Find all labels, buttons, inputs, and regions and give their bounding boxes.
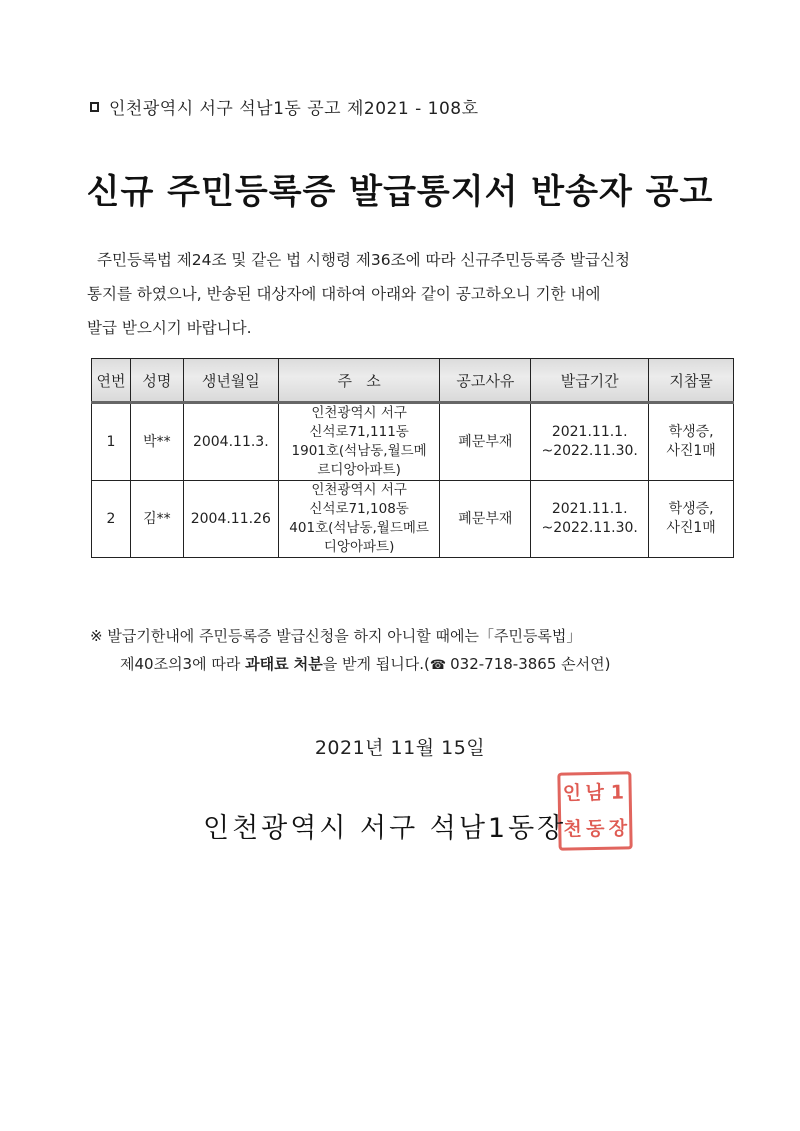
address-line: 신석로71,111동: [309, 424, 409, 440]
address-line: 디앙아파트): [323, 539, 395, 555]
cell-no: 1: [92, 403, 131, 481]
phone-icon: ☎: [429, 658, 447, 673]
square-bullet-icon: [90, 102, 99, 112]
footnote-text-2b: 을 받게 됩니다.(: [322, 655, 430, 673]
footnote-text-2a: 제40조의3에 따라: [120, 655, 246, 673]
period-end: ~2022.11.30.: [541, 520, 638, 536]
cell-birth: 2004.11.3.: [183, 403, 278, 481]
contact-phone: 032-718-3865: [450, 655, 557, 673]
seal-char: 장: [608, 817, 628, 840]
address-line: 1901호(석남동,월드메: [291, 443, 427, 459]
contact-person: 손서연): [561, 655, 611, 673]
seal-char: 남: [585, 781, 605, 805]
notice-number-text: 인천광역시 서구 석남1동 공고 제2021 - 108호: [109, 99, 479, 119]
document-title: 신규 주민등록증 발급통지서 반송자 공고: [86, 172, 714, 212]
header-no: 연번: [92, 359, 131, 403]
address-line: 인천광역시 서구: [311, 405, 407, 421]
items-line: 학생증,: [668, 501, 714, 517]
seal-char: 인: [562, 782, 582, 805]
issue-date: 2021년 11월 15일: [314, 737, 486, 759]
cell-address: [278, 481, 440, 558]
header-birth: 생년월일: [183, 359, 278, 403]
seal-char: 동: [585, 817, 605, 841]
period-end: ~2022.11.30.: [541, 443, 638, 459]
cell-name: 박**: [130, 403, 183, 481]
footnote-text-1: 발급기한내에 주민등록증 발급신청을 하지 아니할 때에는「주민등록법」: [107, 627, 582, 645]
cell-no: 2: [92, 481, 131, 558]
items-line: 사진1매: [666, 443, 716, 459]
footnote-line-1: [90, 622, 750, 650]
cell-reason: 폐문부재: [440, 403, 531, 481]
cell-reason: 폐문부재: [440, 481, 531, 558]
items-line: 사진1매: [666, 520, 716, 536]
reference-mark-icon: ※: [90, 627, 103, 645]
header-period: 발급기간: [531, 359, 649, 403]
recipients-table: [91, 358, 734, 558]
intro-line-3: 발급 받으시기 바랍니다.: [87, 319, 252, 337]
items-line: 학생증,: [668, 424, 714, 440]
official-seal-icon: [557, 771, 632, 850]
seal-char: 1: [610, 781, 625, 804]
intro-line-1: 주민등록법 제24조 및 같은 법 시행령 제36조에 따라 신규주민등록증 발급신청: [97, 251, 630, 269]
footnote: [90, 622, 750, 680]
header-items: 지참물: [649, 359, 734, 403]
intro-line-2: 통지를 하였으나, 반송된 대상자에 대하여 아래와 같이 공고하오니 기한 내에: [87, 285, 601, 303]
address-line: 르디앙아파트): [317, 462, 401, 478]
cell-name: 김**: [130, 481, 183, 558]
header-address: 주 소: [278, 359, 440, 403]
footnote-line-2: [90, 650, 750, 680]
period-start: 2021.11.1.: [551, 501, 628, 517]
table-row: [92, 481, 734, 558]
cell-period: [531, 403, 649, 481]
seal-char: 천: [563, 818, 583, 841]
penalty-emphasis: 과태료 처분: [245, 655, 323, 673]
intro-paragraph: [87, 243, 737, 345]
period-start: 2021.11.1.: [551, 424, 628, 440]
table-row: [92, 403, 734, 481]
address-line: 신석로71,108동: [309, 501, 409, 517]
header-reason: 공고사유: [440, 359, 531, 403]
cell-birth: 2004.11.26: [183, 481, 278, 558]
notice-number: [90, 94, 479, 119]
address-line: 401호(석남동,월드메르: [289, 520, 429, 536]
cell-period: [531, 481, 649, 558]
address-line: 인천광역시 서구: [311, 482, 407, 498]
cell-address: [278, 403, 440, 481]
cell-items: [649, 481, 734, 558]
cell-items: [649, 403, 734, 481]
header-name: 성명: [130, 359, 183, 403]
table-header-row: [92, 359, 734, 403]
issuer-name: 인천광역시 서구 석남1동장: [203, 813, 567, 844]
